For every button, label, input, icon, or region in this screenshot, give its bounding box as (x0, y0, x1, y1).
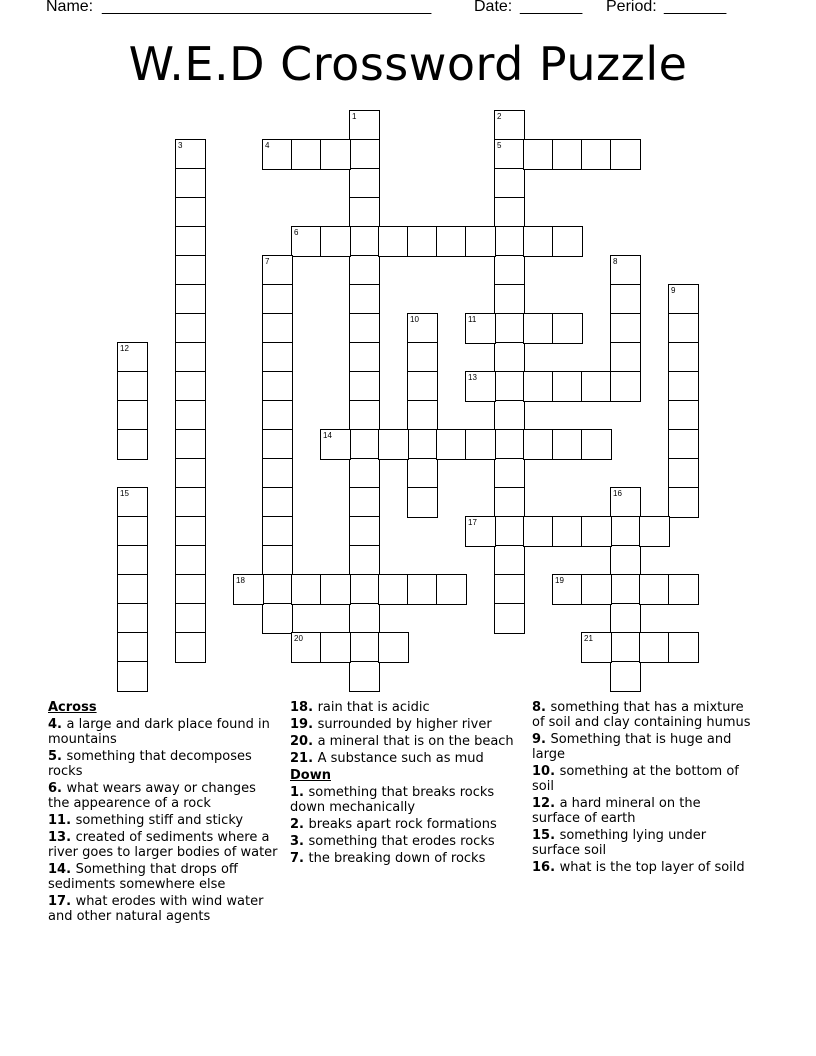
clue-item-number: 3. (290, 834, 309, 849)
grid-cell[interactable] (494, 255, 525, 286)
clue-column-1 (48, 700, 280, 926)
grid-cell[interactable] (465, 371, 496, 402)
grid-cell[interactable] (668, 400, 699, 431)
name-label: Name: (46, 0, 94, 15)
grid-cell[interactable] (262, 545, 293, 576)
clue-item-number: 21. (290, 751, 318, 766)
grid-cell[interactable] (610, 139, 641, 170)
grid-cell[interactable] (349, 139, 380, 170)
grid-cell[interactable] (117, 516, 148, 547)
grid-cell[interactable] (320, 574, 351, 605)
grid-cell[interactable] (610, 545, 641, 576)
grid-cell[interactable] (407, 226, 438, 257)
clue-item (532, 732, 752, 762)
clue-item-text: what is the top layer of soild (559, 860, 745, 875)
grid-cell[interactable] (668, 371, 699, 402)
grid-cell[interactable] (320, 226, 351, 257)
grid-cell[interactable] (175, 574, 206, 605)
clue-item-text: surrounded by higher river (317, 717, 492, 732)
clue-item-number: 1. (290, 785, 309, 800)
clue-item-number: 12. (532, 796, 560, 811)
grid-cell[interactable] (117, 371, 148, 402)
clue-item (290, 717, 522, 732)
clue-number: 4 (265, 141, 270, 150)
grid-cell[interactable] (175, 168, 206, 199)
clue-number: 17 (468, 518, 477, 527)
grid-cell[interactable] (349, 574, 380, 605)
clue-number: 13 (468, 373, 477, 382)
grid-cell[interactable] (291, 226, 322, 257)
grid-cell[interactable] (668, 487, 699, 518)
grid-cell[interactable] (436, 226, 467, 257)
grid-cell[interactable] (262, 284, 293, 315)
grid-cell[interactable] (494, 139, 525, 170)
clue-item (532, 764, 752, 794)
grid-cell[interactable] (581, 371, 612, 402)
grid-cell[interactable] (610, 284, 641, 315)
grid-cell[interactable] (349, 400, 380, 431)
clue-item (290, 851, 522, 866)
clue-item-number: 20. (290, 734, 318, 749)
grid-cell[interactable] (117, 545, 148, 576)
grid-cell[interactable] (407, 400, 438, 431)
clue-item (532, 860, 752, 875)
grid-cell[interactable] (175, 139, 206, 170)
clue-number: 6 (294, 228, 299, 237)
grid-cell[interactable] (668, 574, 699, 605)
clue-item (290, 751, 522, 766)
clue-item-number: 4. (48, 717, 67, 732)
grid-cell[interactable] (494, 458, 525, 489)
grid-cell[interactable] (552, 313, 583, 344)
grid-cell[interactable] (552, 574, 583, 605)
grid-cell[interactable] (494, 110, 525, 141)
grid-cell[interactable] (465, 516, 496, 547)
grid-cell[interactable] (407, 429, 438, 460)
grid-cell[interactable] (175, 255, 206, 286)
grid-cell[interactable] (175, 632, 206, 663)
clue-item-text: something that breaks rocks down mechanically (290, 785, 495, 815)
clue-item (290, 834, 522, 849)
clue-item-number: 17. (48, 894, 76, 909)
grid-cell[interactable] (117, 603, 148, 634)
clue-item-number: 10. (532, 764, 560, 779)
clue-item-text: Something that drops off sediments somewhere else (48, 862, 238, 892)
clue-number: 5 (497, 141, 502, 150)
down-heading: Down (290, 768, 331, 783)
grid-cell[interactable] (349, 632, 380, 663)
clue-item (290, 785, 522, 815)
grid-cell[interactable] (262, 400, 293, 431)
clue-item (48, 813, 280, 828)
grid-cell[interactable] (233, 574, 264, 605)
grid-cell[interactable] (610, 342, 641, 373)
clue-item-number: 19. (290, 717, 318, 732)
grid-cell[interactable] (465, 313, 496, 344)
grid-cell[interactable] (349, 661, 380, 692)
grid-cell[interactable] (407, 313, 438, 344)
grid-cell[interactable] (465, 226, 496, 257)
grid-cell[interactable] (581, 632, 612, 663)
grid-cell[interactable] (378, 226, 409, 257)
grid-cell[interactable] (523, 516, 554, 547)
grid-cell[interactable] (349, 342, 380, 373)
grid-cell[interactable] (349, 458, 380, 489)
grid-cell[interactable] (610, 661, 641, 692)
grid-cell[interactable] (349, 168, 380, 199)
clue-number: 21 (584, 634, 593, 643)
grid-cell[interactable] (581, 139, 612, 170)
grid-cell[interactable] (610, 603, 641, 634)
grid-cell[interactable] (668, 458, 699, 489)
grid-cell[interactable] (523, 313, 554, 344)
grid-cell[interactable] (378, 429, 409, 460)
grid-cell[interactable] (639, 516, 670, 547)
date-label: Date: (474, 0, 513, 15)
grid-cell[interactable] (668, 342, 699, 373)
clue-item-text: what wears away or changes the appearence of a rock (48, 781, 256, 811)
grid-cell[interactable] (175, 516, 206, 547)
grid-cell[interactable] (552, 226, 583, 257)
grid-cell[interactable] (407, 487, 438, 518)
clue-column-3 (532, 700, 752, 877)
grid-cell[interactable] (175, 603, 206, 634)
clue-item-number: 2. (290, 817, 309, 832)
grid-cell[interactable] (175, 226, 206, 257)
grid-cell[interactable] (436, 429, 467, 460)
grid-cell[interactable] (349, 255, 380, 286)
grid-cell[interactable] (494, 545, 525, 576)
clue-number: 18 (236, 576, 245, 585)
grid-cell[interactable] (668, 284, 699, 315)
grid-cell[interactable] (262, 458, 293, 489)
grid-cell[interactable] (494, 226, 525, 257)
grid-cell[interactable] (175, 371, 206, 402)
clue-item-number: 13. (48, 830, 76, 845)
grid-cell[interactable] (349, 545, 380, 576)
grid-cell[interactable] (262, 371, 293, 402)
clue-item-text: the breaking down of rocks (308, 851, 486, 866)
clue-item (48, 830, 280, 860)
grid-cell[interactable] (349, 284, 380, 315)
clue-item (48, 781, 280, 811)
clue-item-text: what erodes with wind water and other natural agents (48, 894, 264, 924)
clue-number: 9 (671, 286, 676, 295)
grid-cell[interactable] (407, 574, 438, 605)
grid-cell[interactable] (262, 603, 293, 634)
grid-cell[interactable] (494, 197, 525, 228)
clue-item-number: 8. (532, 700, 551, 715)
grid-cell[interactable] (349, 487, 380, 518)
grid-cell[interactable] (175, 284, 206, 315)
grid-cell[interactable] (175, 458, 206, 489)
clue-column-2 (290, 700, 522, 868)
clue-item-text: something stiff and sticky (75, 813, 244, 828)
grid-cell[interactable] (523, 371, 554, 402)
grid-cell[interactable] (262, 139, 293, 170)
clue-item-number: 7. (290, 851, 309, 866)
grid-cell[interactable] (291, 632, 322, 663)
clue-item (532, 796, 752, 826)
grid-cell[interactable] (668, 429, 699, 460)
clue-item-text: something that has a mixture of soil and clay containing humus (532, 700, 751, 730)
grid-cell[interactable] (494, 284, 525, 315)
clue-item (532, 828, 752, 858)
grid-cell[interactable] (581, 516, 612, 547)
grid-cell[interactable] (117, 400, 148, 431)
clue-number: 3 (178, 141, 183, 150)
grid-cell[interactable] (523, 139, 554, 170)
clue-item-number: 11. (48, 813, 76, 828)
clue-item (48, 894, 280, 924)
clue-item (48, 862, 280, 892)
clue-item-text: a hard mineral on the surface of earth (532, 796, 701, 826)
grid-cell[interactable] (117, 429, 148, 460)
clue-item-number: 5. (48, 749, 67, 764)
grid-cell[interactable] (610, 313, 641, 344)
grid-cell[interactable] (494, 429, 525, 460)
grid-cell[interactable] (262, 516, 293, 547)
clue-number: 10 (410, 315, 419, 324)
grid-cell[interactable] (610, 371, 641, 402)
clue-item-number: 18. (290, 700, 318, 715)
clue-item-text: something that erodes rocks (308, 834, 495, 849)
grid-cell[interactable] (378, 632, 409, 663)
grid-cell[interactable] (320, 429, 351, 460)
grid-cell[interactable] (262, 342, 293, 373)
grid-cell[interactable] (581, 574, 612, 605)
clue-item-text: a mineral that is on the beach (317, 734, 514, 749)
clue-item-text: A substance such as mud (317, 751, 484, 766)
clue-number: 8 (613, 257, 618, 266)
grid-cell[interactable] (291, 139, 322, 170)
grid-cell[interactable] (291, 574, 322, 605)
clue-number: 11 (468, 315, 477, 324)
grid-cell[interactable] (117, 574, 148, 605)
clue-item-number: 9. (532, 732, 551, 747)
grid-cell[interactable] (494, 516, 525, 547)
clue-item (290, 817, 522, 832)
grid-cell[interactable] (117, 342, 148, 373)
grid-cell[interactable] (320, 139, 351, 170)
grid-cell[interactable] (349, 226, 380, 257)
clue-item-text: rain that is acidic (317, 700, 430, 715)
name-line[interactable]: _____________________________________ (102, 0, 432, 15)
grid-cell[interactable] (668, 632, 699, 663)
clue-number: 16 (613, 489, 622, 498)
clue-item (290, 734, 522, 749)
grid-cell[interactable] (610, 487, 641, 518)
grid-cell[interactable] (581, 429, 612, 460)
clue-item-text: something lying under surface soil (532, 828, 707, 858)
grid-cell[interactable] (494, 371, 525, 402)
clue-number: 12 (120, 344, 129, 353)
clue-number: 15 (120, 489, 129, 498)
grid-cell[interactable] (407, 371, 438, 402)
clue-item-text: created of sediments where a river goes to larger bodies of water (48, 830, 278, 860)
grid-cell[interactable] (262, 255, 293, 286)
grid-cell[interactable] (262, 574, 293, 605)
grid-cell[interactable] (552, 139, 583, 170)
grid-cell[interactable] (494, 342, 525, 373)
grid-cell[interactable] (117, 487, 148, 518)
clue-number: 2 (497, 112, 502, 121)
clue-item (290, 700, 522, 715)
grid-cell[interactable] (175, 429, 206, 460)
grid-cell[interactable] (552, 371, 583, 402)
grid-cell[interactable] (407, 458, 438, 489)
grid-cell[interactable] (552, 516, 583, 547)
clue-item-text: a large and dark place found in mountains (48, 717, 270, 747)
grid-cell[interactable] (378, 574, 409, 605)
grid-cell[interactable] (494, 603, 525, 634)
grid-cell[interactable] (349, 313, 380, 344)
grid-cell[interactable] (117, 661, 148, 692)
clue-item (48, 717, 280, 747)
grid-cell[interactable] (610, 255, 641, 286)
clue-number: 7 (265, 257, 270, 266)
clue-item-number: 14. (48, 862, 76, 877)
grid-cell[interactable] (262, 487, 293, 518)
grid-cell[interactable] (175, 400, 206, 431)
grid-cell[interactable] (523, 429, 554, 460)
clue-item-text: something at the bottom of soil (532, 764, 739, 794)
clue-item-text: Something that is huge and large (532, 732, 732, 762)
clue-item-number: 15. (532, 828, 560, 843)
grid-cell[interactable] (610, 632, 641, 663)
grid-cell[interactable] (320, 632, 351, 663)
grid-cell[interactable] (117, 632, 148, 663)
grid-cell[interactable] (610, 516, 641, 547)
grid-cell[interactable] (262, 429, 293, 460)
period-line[interactable]: _______ (664, 0, 727, 15)
grid-cell[interactable] (349, 197, 380, 228)
grid-cell[interactable] (494, 168, 525, 199)
grid-cell[interactable] (494, 400, 525, 431)
date-line[interactable]: _______ (520, 0, 583, 15)
grid-cell[interactable] (523, 226, 554, 257)
grid-cell[interactable] (175, 487, 206, 518)
clue-item-text: something that decomposes rocks (48, 749, 252, 779)
clue-number: 14 (323, 431, 332, 440)
clue-item-number: 6. (48, 781, 67, 796)
clue-number: 1 (352, 112, 357, 121)
grid-cell[interactable] (175, 545, 206, 576)
clue-item-number: 16. (532, 860, 560, 875)
grid-cell[interactable] (349, 110, 380, 141)
grid-cell[interactable] (349, 429, 380, 460)
grid-cell[interactable] (639, 574, 670, 605)
grid-cell[interactable] (668, 313, 699, 344)
grid-cell[interactable] (262, 313, 293, 344)
grid-cell[interactable] (639, 632, 670, 663)
period-label: Period: (606, 0, 657, 15)
grid-cell[interactable] (349, 603, 380, 634)
page-title: W.E.D Crossword Puzzle (128, 37, 688, 91)
grid-cell[interactable] (494, 313, 525, 344)
grid-cell[interactable] (552, 429, 583, 460)
grid-cell[interactable] (175, 313, 206, 344)
clue-item (532, 700, 752, 730)
grid-cell[interactable] (349, 516, 380, 547)
across-heading: Across (48, 700, 97, 715)
grid-cell[interactable] (436, 574, 467, 605)
grid-cell[interactable] (494, 574, 525, 605)
clue-item-text: breaks apart rock formations (308, 817, 497, 832)
grid-cell[interactable] (175, 197, 206, 228)
clue-item (48, 749, 280, 779)
clue-number: 20 (294, 634, 303, 643)
grid-cell[interactable] (175, 342, 206, 373)
grid-cell[interactable] (610, 574, 641, 605)
clue-number: 19 (555, 576, 564, 585)
grid-cell[interactable] (349, 371, 380, 402)
grid-cell[interactable] (494, 487, 525, 518)
grid-cell[interactable] (407, 342, 438, 373)
grid-cell[interactable] (465, 429, 496, 460)
